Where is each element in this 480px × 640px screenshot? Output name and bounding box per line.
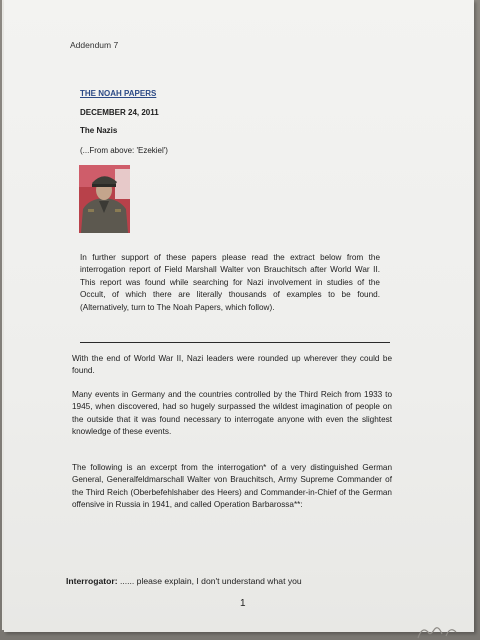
interrogator-line bbox=[66, 576, 302, 586]
paragraph-intro: In further support of these papers please read the extract below from the interrogation report of Field Marshall Walter von Brauchitsch after World War II. This report was found while searching for Nazi involvement in studies of the Occult, of which there are literally thousands of examples to be found. (Alternatively, turn to The Noah Papers, which follow). bbox=[80, 253, 380, 312]
document-date: DECEMBER 24, 2011 bbox=[80, 108, 159, 117]
portrait-photo bbox=[79, 165, 130, 233]
separator-line bbox=[80, 342, 390, 343]
page-number: 1 bbox=[240, 598, 246, 609]
document-subtitle: The Nazis bbox=[80, 126, 118, 135]
paragraph-events: Many events in Germany and the countries controlled by the Third Reich from 1933 to 1945, when discovered, had so hugely surpassed the wildest imagination of people on the outside that it was found necessary to interrogate anyone with even the slightest knowledge of these events. bbox=[72, 390, 392, 437]
interrogator-text: ...... please explain, I don't understand what you bbox=[117, 576, 302, 586]
source-note: (...From above: 'Ezekiel') bbox=[80, 146, 168, 155]
document-title: THE NOAH PAPERS bbox=[80, 89, 157, 98]
interrogator-label: Interrogator: bbox=[66, 576, 118, 586]
addendum-label: Addendum 7 bbox=[70, 40, 119, 50]
handwritten-mark bbox=[412, 620, 472, 640]
paragraph-excerpt: The following is an excerpt from the interrogation* of a very distinguished German General, Generalfeldmarschall Walter von Brauchitsch, Army Supreme Commander of the Third Reich (Oberbefehlshaber des Heers) and Commander-in-Chief of the German offensive in Russia in 1941, and called Operation Barbarossa**: bbox=[72, 463, 392, 510]
paragraph-end-of-war: With the end of World War II, Nazi leaders were rounded up wherever they could be found. bbox=[72, 354, 392, 376]
document-page bbox=[4, 0, 474, 632]
